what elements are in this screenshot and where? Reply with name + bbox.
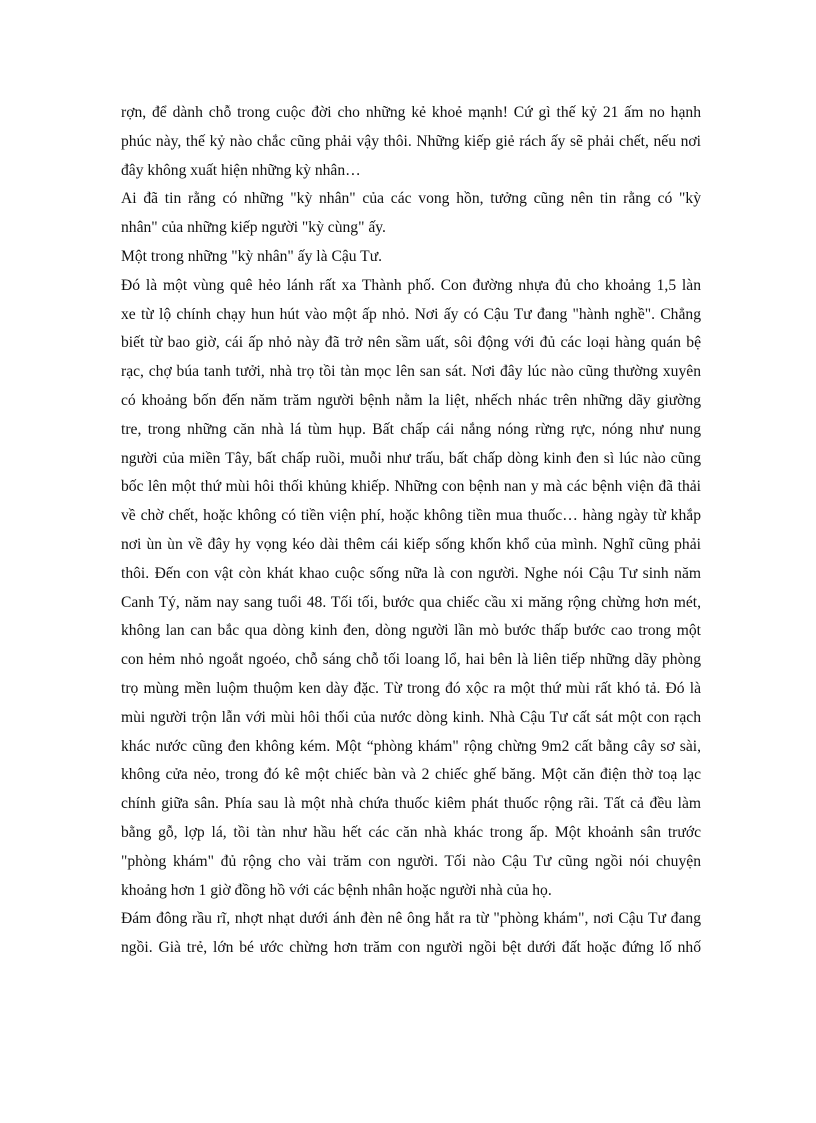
- text-line: biết từ bao giờ, cái ấp nhỏ này đã trở nên sầm uất, sôi động với đủ các loại hàng quán bệ: [121, 334, 701, 352]
- text-line: Canh Tý, năm nay sang tuổi 48. Tối tối, bước qua chiếc cầu xi măng rộng chừng hơn mét,: [121, 593, 701, 611]
- text-line: ngồi. Già trẻ, lớn bé ước chừng hơn trăm con người ngồi bệt dưới đất hoặc đứng lố nhố: [121, 939, 701, 957]
- text-line: phúc này, thế kỷ nào chắc cũng phải vậy thôi. Những kiếp giẻ rách ấy sẽ phải chết, nếu nơi: [121, 132, 701, 150]
- text-line: trọ mùng mền luộm thuộm ken dày đặc. Từ trong đó xộc ra một thứ mùi rất khó tả. Đó là: [121, 679, 701, 697]
- paragraph-2: [121, 185, 701, 243]
- paragraph-5: [121, 905, 701, 963]
- text-line: rạc, chợ búa tanh tưởi, nhà trọ tồi tàn mọc lên san sát. Nơi đây lúc nào cũng thường xuyên: [121, 363, 701, 381]
- text-line: không lan can bắc qua dòng kinh đen, dòng người lần mò bước thấp bước cao trong một: [121, 622, 701, 640]
- document-body: [121, 99, 701, 963]
- text-line: có khoảng bốn đến năm trăm người bệnh nằm la liệt, nhếch nhác trên những dãy giường: [121, 391, 701, 409]
- text-line: con hẻm nhỏ ngoắt ngoéo, chỗ sáng chỗ tối loang lổ, hai bên là liên tiếp những dãy phòng: [121, 651, 701, 669]
- text-line: về chờ chết, hoặc không có tiền viện phí, hoặc không tiền mua thuốc… hàng ngày từ khắp: [121, 507, 701, 525]
- text-line: Một trong những "kỳ nhân" ấy là Cậu Tư.: [121, 247, 383, 265]
- paragraph-3: [121, 243, 701, 272]
- text-line: "phòng khám" đủ rộng cho vài trăm con người. Tối nào Cậu Tư cũng ngồi nói chuyện: [121, 852, 701, 870]
- text-line: Đó là một vùng quê hẻo lánh rất xa Thành phố. Con đường nhựa đủ cho khoảng 1,5 làn: [121, 276, 701, 294]
- text-line: nhân" của những kiếp người "kỳ cùng" ấy.: [121, 219, 386, 237]
- text-line: bốc lên một thứ mùi hôi thối khủng khiếp. Những con bệnh nan y mà các bệnh viện đã thải: [121, 478, 701, 496]
- text-line: Đám đông rầu rĩ, nhợt nhạt dưới ánh đèn nê ông hắt ra từ "phòng khám", nơi Cậu Tư đang: [121, 910, 701, 928]
- text-line: rợn, để dành chỗ trong cuộc đời cho những kẻ khoẻ mạnh! Cứ gì thế kỷ 21 ấm no hạnh: [121, 104, 701, 121]
- text-line: chính giữa sân. Phía sau là một nhà chứa thuốc kiêm phát thuốc rộng rãi. Tất cả đều làm: [121, 795, 701, 813]
- text-line: xe từ lộ chính chạy hun hút vào một ấp nhỏ. Nơi ấy có Cậu Tư đang "hành nghề". Chẳng: [121, 305, 701, 323]
- paragraph-4: [121, 272, 701, 906]
- text-line: tre, trong những căn nhà lá tùm hụp. Bất chấp cái nắng nóng rừng rực, nóng như nung: [121, 420, 701, 438]
- text-line: thôi. Đến con vật còn khát khao cuộc sống nữa là con người. Nghe nói Cậu Tư sinh năm: [121, 564, 701, 582]
- text-line: nơi ùn ùn về đây hy vọng kéo dài thêm cái kiếp sống khốn khổ của mình. Nghĩ cũng phải: [121, 535, 701, 553]
- paragraph-1: [121, 99, 701, 185]
- text-line: đây không xuất hiện những kỳ nhân…: [121, 161, 361, 179]
- text-line: khác nước cũng đen không kém. Một “phòng khám" rộng chừng 9m2 cất bằng cây sơ sài,: [121, 737, 701, 755]
- text-line: bằng gỗ, lợp lá, tồi tàn như hầu hết các căn nhà khác trong ấp. Một khoảnh sân trước: [121, 823, 701, 841]
- text-line: khoảng hơn 1 giờ đồng hồ với các bệnh nhân hoặc người nhà của họ.: [121, 881, 552, 899]
- text-line: mùi người trộn lẫn với mùi hôi thối của nước dòng kinh. Nhà Cậu Tư cất sát một con rạch: [121, 708, 701, 726]
- text-line: không cửa nẻo, trong đó kê một chiếc bàn và 2 chiếc ghế băng. Một căn điện thờ toạ lạc: [121, 766, 701, 784]
- text-line: người của miền Tây, bất chấp ruồi, muỗi như trấu, bất chấp dòng kinh đen sì lúc nào cũng: [121, 449, 701, 467]
- text-line: Ai đã tin rằng có những "kỳ nhân" của các vong hồn, tưởng cũng nên tin rằng có "kỳ: [121, 190, 701, 208]
